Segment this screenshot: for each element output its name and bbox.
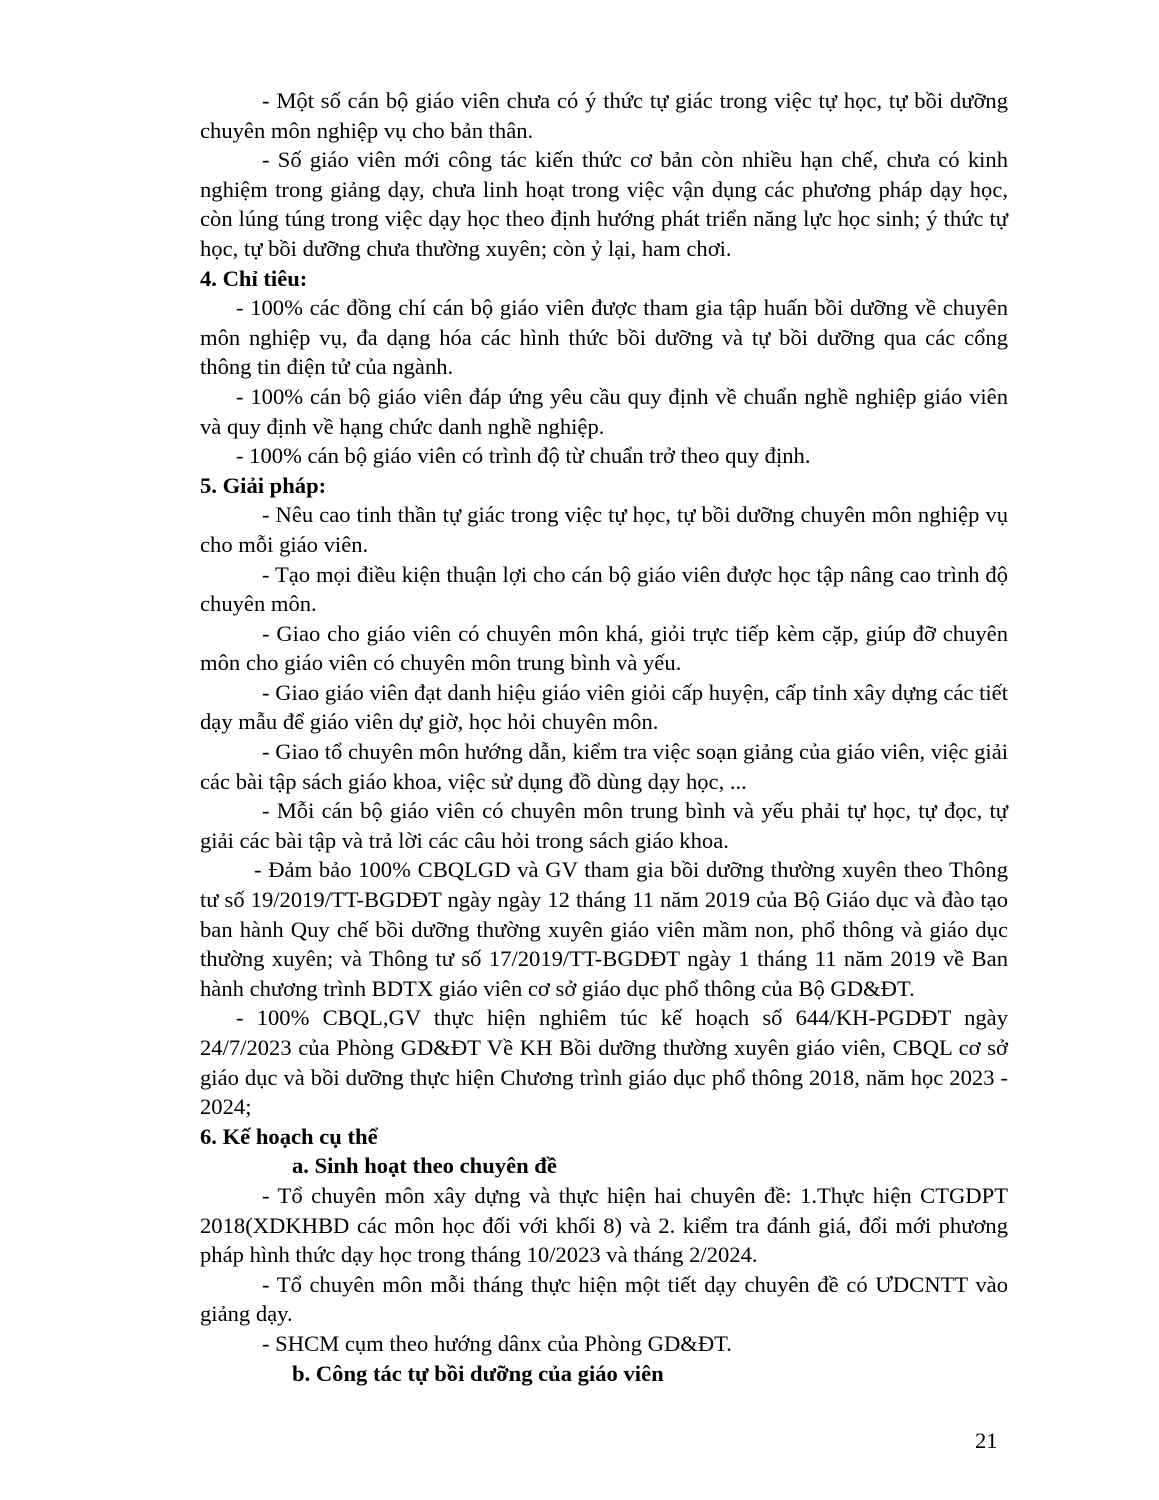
section-heading-targets: 4. Chỉ tiêu: — [200, 265, 308, 291]
paragraph: - Giao cho giáo viên có chuyên môn khá, giỏi trực tiếp kèm cặp, giúp đỡ chuyên môn cho giáo viên có chuyên môn trung bình và yếu. — [200, 620, 1008, 676]
document-page — [200, 86, 1008, 1388]
subsection-heading: a. Sinh hoạt theo chuyên đề — [292, 1153, 557, 1179]
paragraph: - Tạo mọi điều kiện thuận lợi cho cán bộ giáo viên được học tập nâng cao trình độ chuyên môn. — [200, 561, 1008, 617]
paragraph: - 100% cán bộ giáo viên đáp ứng yêu cầu quy định về chuẩn nghề nghiệp giáo viên và quy định về hạng chức danh nghề nghiệp. — [200, 383, 1008, 439]
paragraph: - Một số cán bộ giáo viên chưa có ý thức tự giác trong việc tự học, tự bồi dưỡng chuyên môn nghiệp vụ cho bản thân. — [200, 88, 1008, 143]
paragraph: - Tổ chuyên môn xây dựng và thực hiện hai chuyên đề: 1.Thực hiện CTGDPT 2018(XDKHBD các môn học đối với khối 8) và 2. kiểm tra đánh giá, đổi mới phương pháp hình thức dạy học trong tháng 10/2023 và tháng 2/2024. — [200, 1182, 1008, 1268]
section-heading-solutions: 5. Giải pháp: — [200, 472, 327, 498]
section-heading-plan: 6. Kế hoạch cụ thể — [200, 1123, 378, 1149]
paragraph: - 100% cán bộ giáo viên có trình độ từ chuẩn trở theo quy định. — [236, 443, 811, 469]
paragraph: - Tổ chuyên môn mỗi tháng thực hiện một tiết dạy chuyên đề có ƯDCNTT vào giảng dạy. — [200, 1271, 1008, 1327]
paragraph: - Giao giáo viên đạt danh hiệu giáo viên giỏi cấp huyện, cấp tỉnh xây dựng các tiết dạy mẫu để giáo viên dự giờ, học hỏi chuyên môn. — [200, 679, 1008, 735]
paragraph: - 100% các đồng chí cán bộ giáo viên được tham gia tập huấn bồi dưỡng về chuyên môn nghiệp vụ, đa dạng hóa các hình thức bồi dưỡng và tự bồi dưỡng qua các cổng thông tin điện tử của ngành. — [200, 295, 1008, 380]
paragraph: - Giao tổ chuyên môn hướng dẫn, kiểm tra việc soạn giảng của giáo viên, việc giải các bài tập sách giáo khoa, việc sử dụng đồ dùng dạy học, ... — [200, 739, 1008, 794]
page-number: 21 — [975, 1428, 998, 1453]
paragraph: - Mỗi cán bộ giáo viên có chuyên môn trung bình và yếu phải tự học, tự đọc, tự giải các bài tập và trả lời các câu hỏi trong sách giáo khoa. — [200, 798, 1008, 853]
paragraph: - Đảm bảo 100% CBQLGD và GV tham gia bồi dưỡng thường xuyên theo Thông tư số 19/2019/TT-BGDĐT ngày ngày 12 tháng 11 năm 2019 của Bộ Giáo dục và đào tạo ban hành Quy chế bồi dưỡng thường xuyên giáo viên mầm non, phổ thông và giáo dục thường xuyên; và Thông tư số 17/2019/TT-BGDĐT ngày 1 tháng 11 năm 2019 về Ban hành chương trình BDTX giáo viên cơ sở giáo dục phổ thông của Bộ GD&ĐT. — [200, 857, 1008, 1001]
paragraph: - Số giáo viên mới công tác kiến thức cơ bản còn nhiều hạn chế, chưa có kinh nghiệm trong giảng dạy, chưa linh hoạt trong việc vận dụng các phương pháp dạy học, còn lúng túng trong việc dạy học theo định hướng phát triển năng lực học sinh; ý thức tự học, tự bồi dưỡng chưa thường xuyên; còn ỷ lại, ham chơi. — [200, 147, 1008, 261]
paragraph: - SHCM cụm theo hướng dânx của Phòng GD&ĐT. — [262, 1330, 732, 1356]
paragraph: - 100% CBQL,GV thực hiện nghiêm túc kế hoạch số 644/KH-PGDĐT ngày 24/7/2023 của Phòng GD&ĐT Về KH Bồi dưỡng thường xuyên giáo viên, CBQL cơ sở giáo dục và bồi dưỡng thực hiện Chương trình giáo dục phổ thông 2018, năm học 2023 - 2024; — [200, 1005, 1008, 1120]
paragraph: - Nêu cao tinh thần tự giác trong việc tự học, tự bồi dưỡng chuyên môn nghiệp vụ cho mỗi giáo viên. — [200, 502, 1008, 557]
subsection-heading: b. Công tác tự bồi dưỡng của giáo viên — [292, 1360, 664, 1386]
